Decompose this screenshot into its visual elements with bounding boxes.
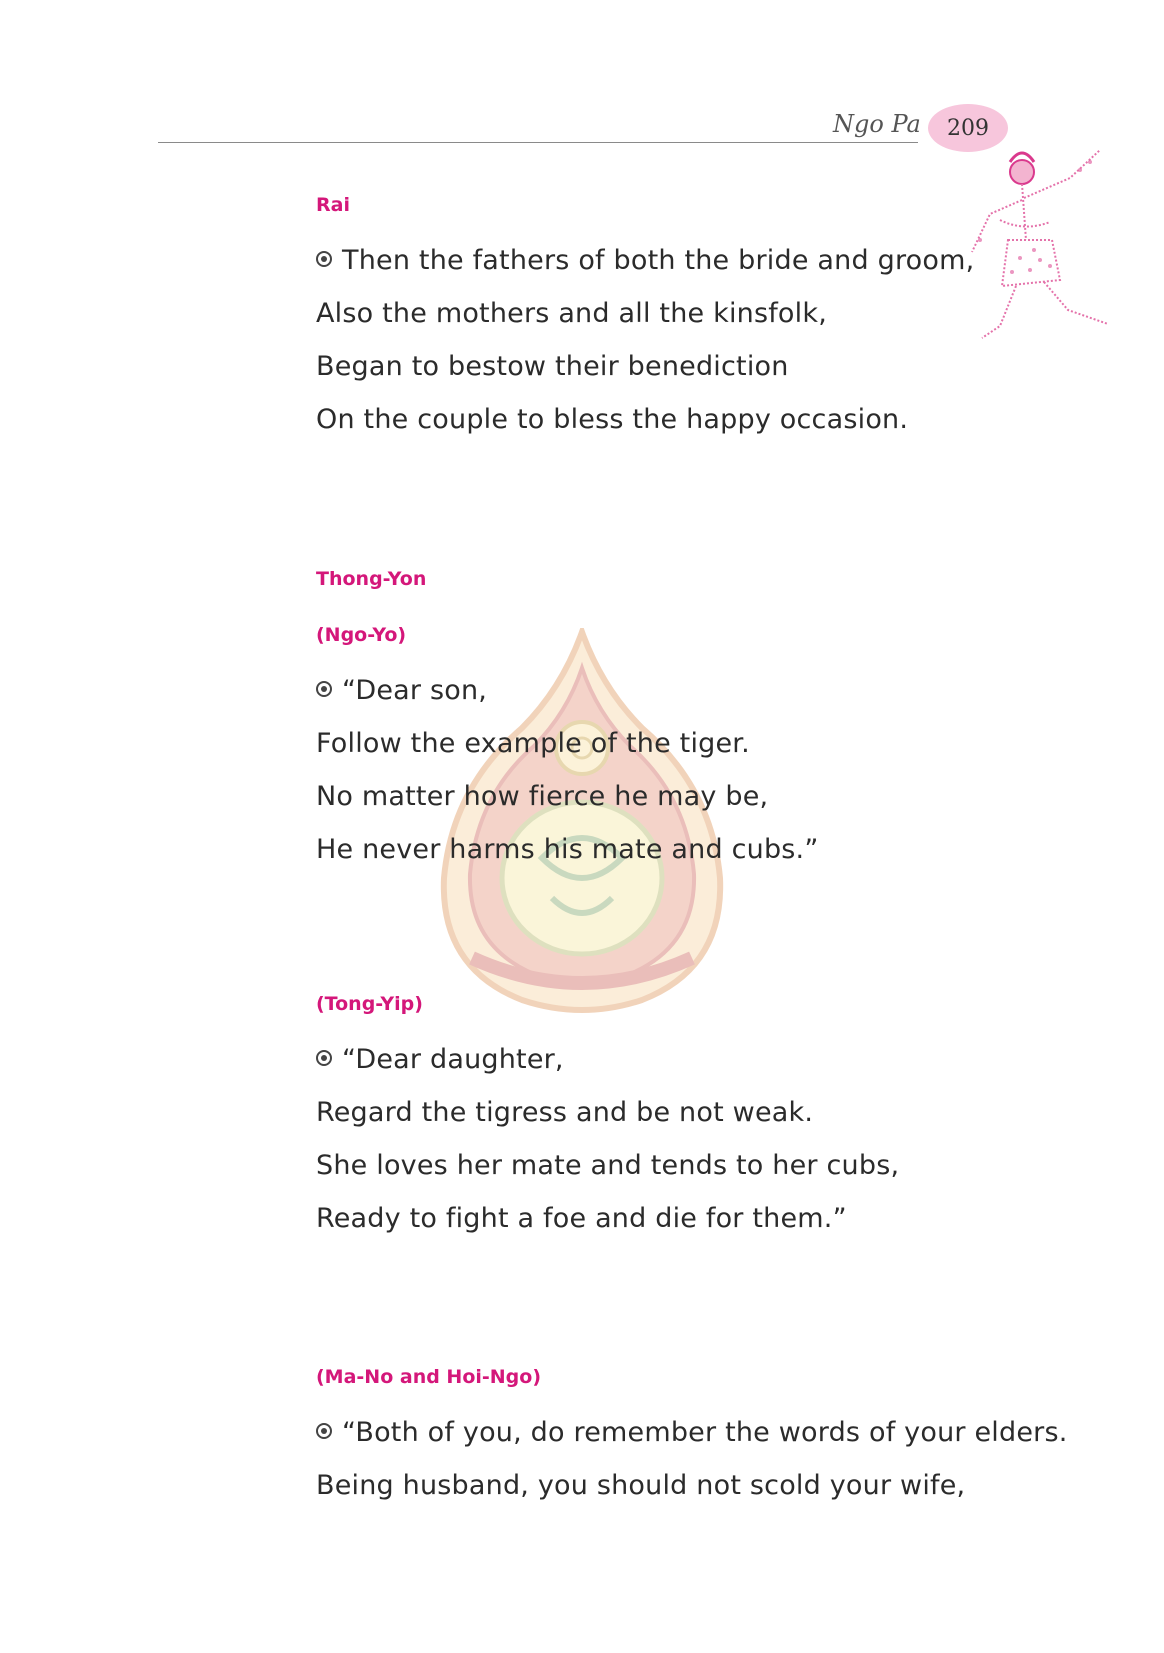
speaker-label: Rai [316,194,350,216]
stanza-ma-no-hoi-ngo [316,1366,1068,1512]
stanza-tong-yip [316,993,899,1245]
running-title: Ngo Pa [833,110,921,138]
page-number: 209 [928,104,1008,152]
verse-line: He never harms his mate and cubs.” [316,834,819,865]
thai-dancer-illustration-icon [960,140,1120,350]
verse-line: Then the fathers of both the bride and groom, [316,234,974,287]
bullet-icon [316,1050,332,1066]
verse-line: “Both of you, do remember the words of your elders. [316,1406,1068,1459]
bullet-icon [316,681,332,697]
verse-line: On the couple to bless the happy occasion. [316,404,909,435]
speaker-label: (Ma-No and Hoi-Ngo) [316,1366,542,1388]
stanza-thong-yon [316,568,819,876]
verse-line: “Dear son, [316,664,819,717]
verse-line: She loves her mate and tends to her cubs, [316,1150,900,1181]
verse-line: Follow the example of the tiger. [316,728,750,759]
speaker-label: Thong-Yon [316,568,427,590]
bullet-icon [316,251,332,267]
stanza-rai [316,194,974,446]
bullet-icon [316,1423,332,1439]
verse-line: No matter how fierce he may be, [316,781,769,812]
verse-line: Began to bestow their benediction [316,351,789,382]
verse-line: Also the mothers and all the kinsfolk, [316,298,827,329]
verse-line: “Dear daughter, [316,1033,899,1086]
speaker-label: (Ngo-Yo) [316,624,407,646]
speaker-label: (Tong-Yip) [316,993,423,1015]
verse-line: Being husband, you should not scold your wife, [316,1470,966,1501]
header-rule [158,142,918,143]
verse-line: Ready to fight a foe and die for them.” [316,1203,847,1234]
verse-line: Regard the tigress and be not weak. [316,1097,814,1128]
